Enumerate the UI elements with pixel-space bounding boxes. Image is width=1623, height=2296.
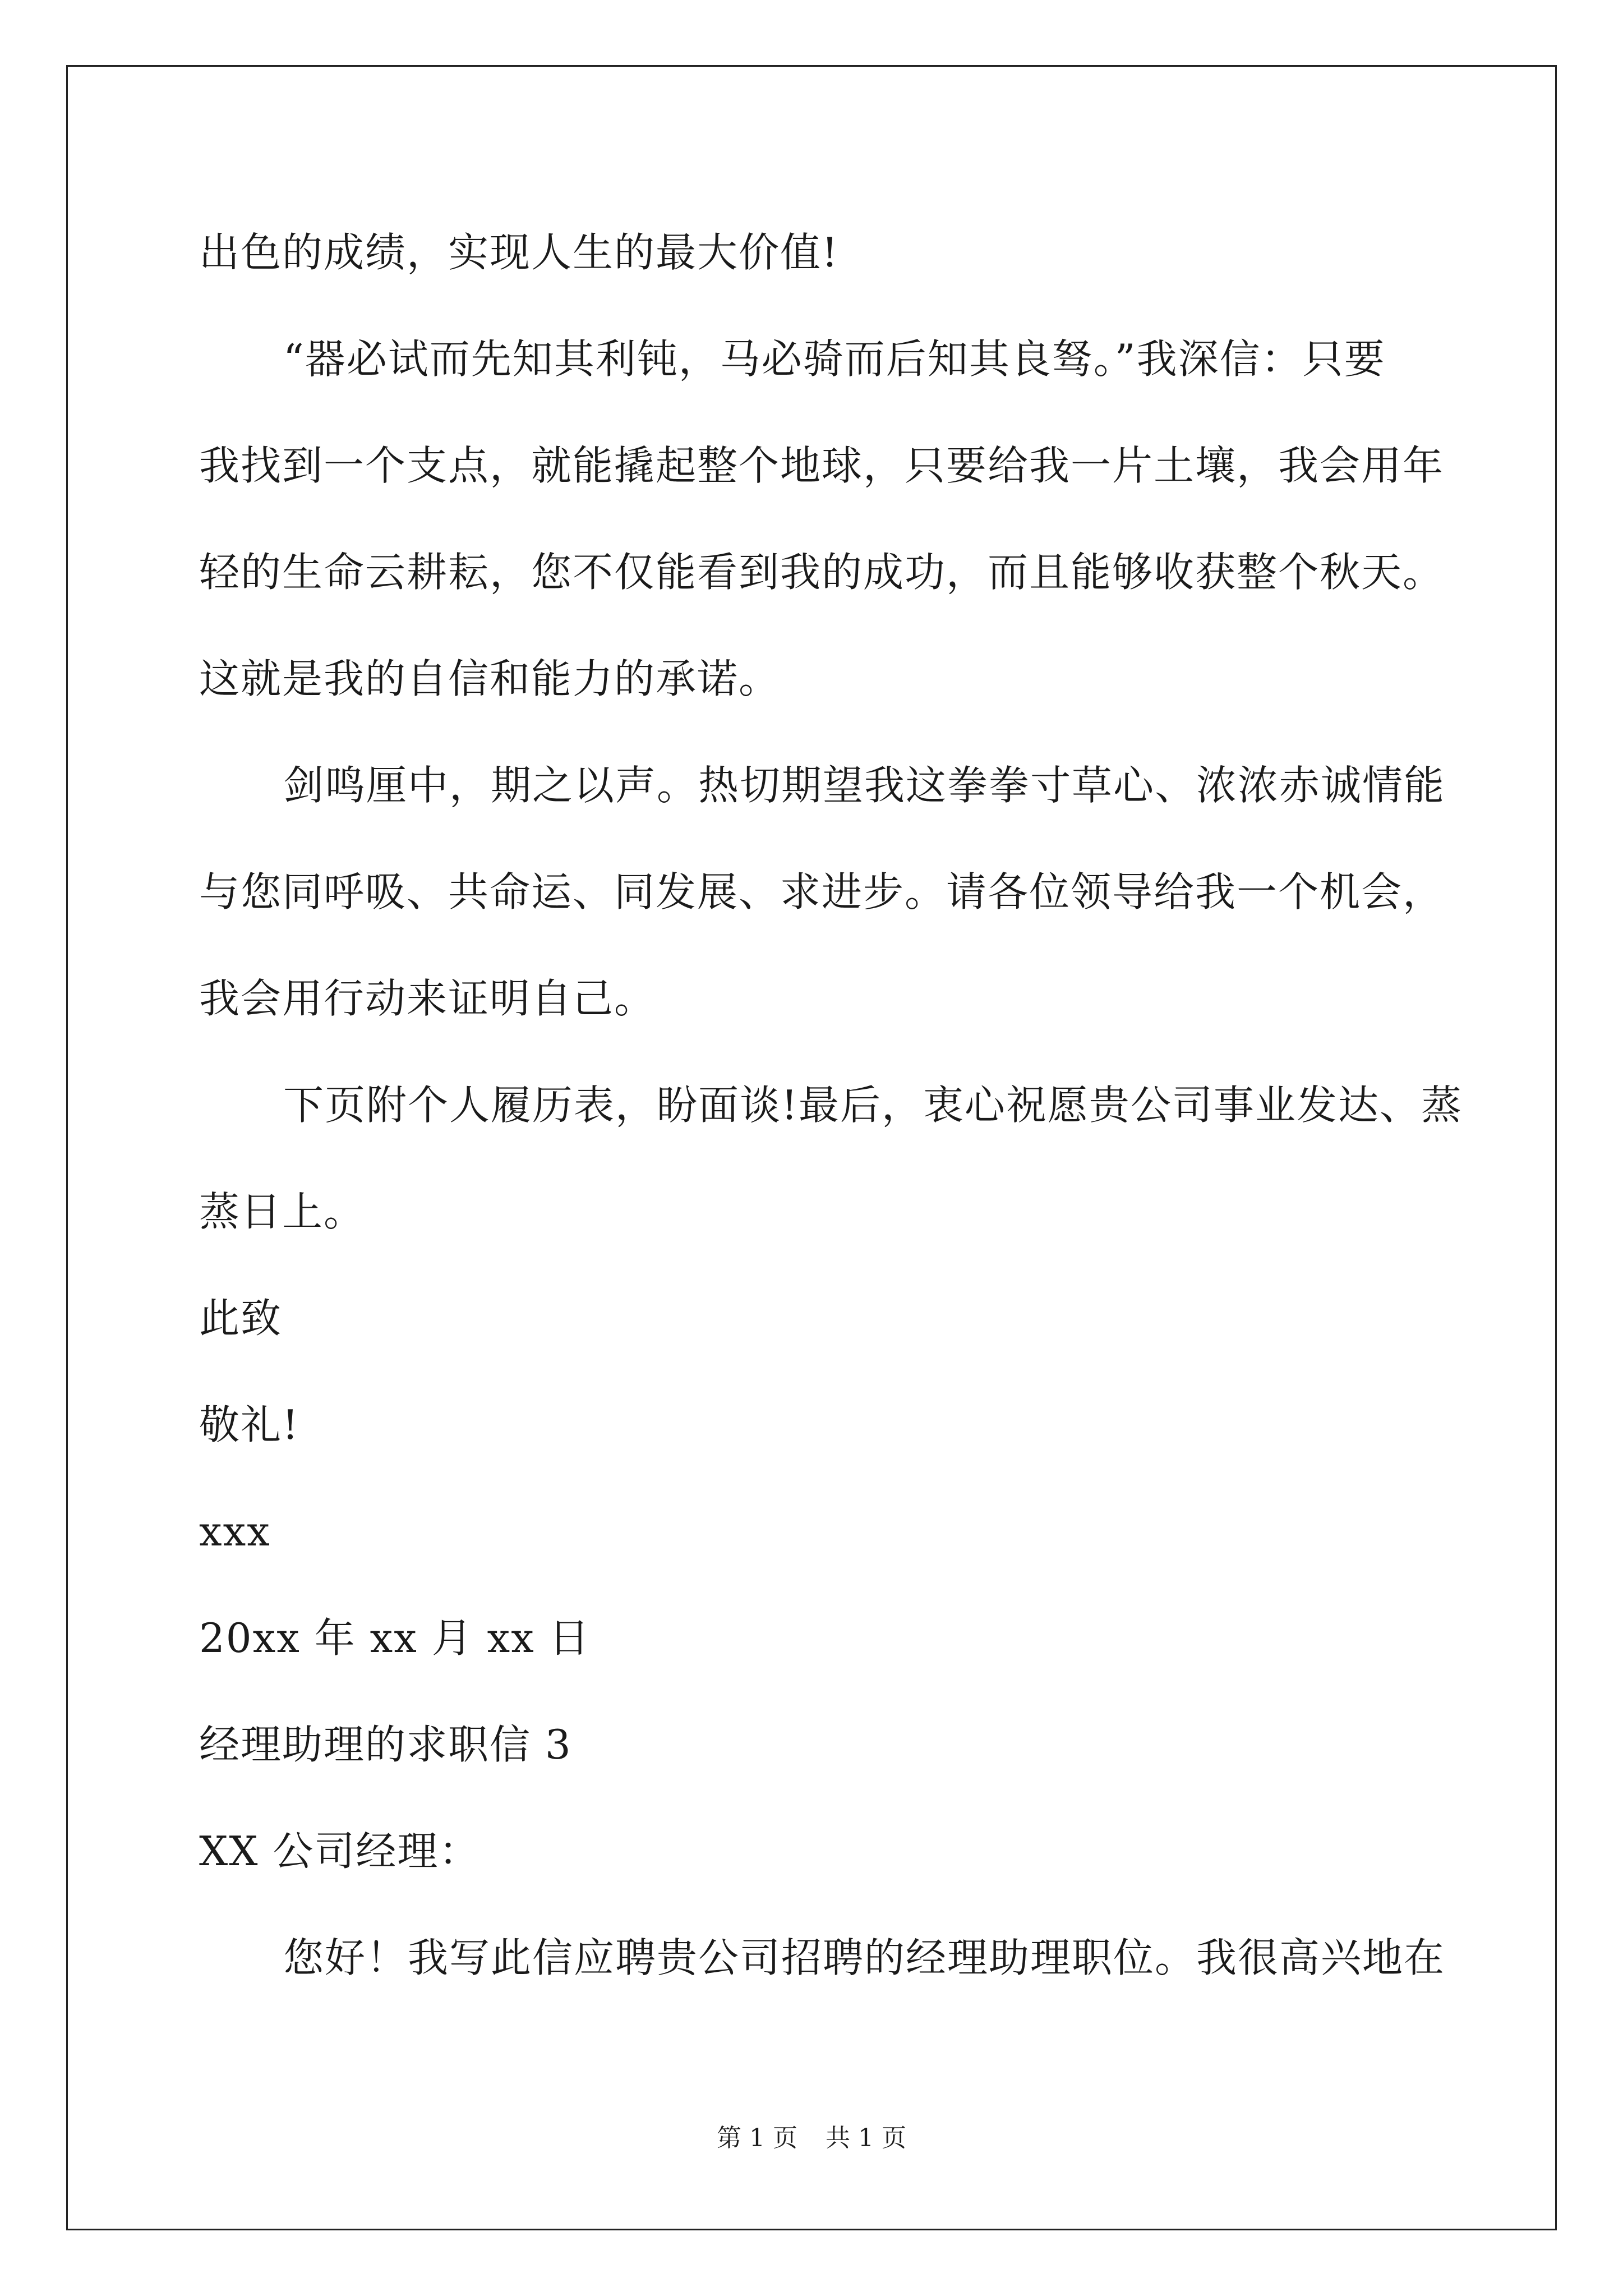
body-line: 我找到一个支点，就能撬起整个地球，只要给我一片土壤，我会用年	[199, 442, 1445, 489]
body-line: 轻的生命云耕耘，您不仅能看到我的成功，而且能够收获整个秋天。	[199, 549, 1445, 596]
letter-recipient: XX 公司经理：	[199, 1828, 481, 1875]
section-title: 经理助理的求职信 3	[199, 1721, 572, 1768]
letter-body	[199, 199, 1463, 2011]
body-line-quote-paragraph: “器必试而先知其利钝，马必骑而后知其良驽。”我深信：只要	[283, 335, 1386, 383]
body-line: 我会用行动来证明自己。	[199, 975, 656, 1022]
signature-name: xxx	[199, 1508, 271, 1555]
page-footer	[0, 2118, 1623, 2154]
body-line-paragraph-start: 下页附个人履历表，盼面谈!最后，衷心祝愿贵公司事业发达、蒸	[283, 1082, 1463, 1129]
salutation-closing: 此致	[199, 1295, 283, 1342]
body-line: 蒸日上。	[199, 1188, 366, 1235]
body-line-closing-sentence: 出色的成绩，实现人生的最大价值!	[199, 229, 839, 276]
body-line-paragraph-start: 您好！我写此信应聘贵公司招聘的经理助理职位。我很高兴地在	[283, 1934, 1446, 1981]
body-line: 与您同呼吸、共命运、同发展、求进步。请各位领导给我一个机会，	[199, 868, 1445, 915]
body-line: 这就是我的自信和能力的承诺。	[199, 655, 781, 702]
page-number: 第 1 页	[717, 2124, 797, 2152]
page-total: 共 1 页	[826, 2124, 906, 2152]
signature-date: 20xx 年 xx 月 xx 日	[199, 1614, 591, 1662]
salutation-regards: 敬礼!	[199, 1401, 299, 1448]
body-line-paragraph-start: 剑鸣厘中，期之以声。热切期望我这拳拳寸草心、浓浓赤诚情能	[283, 762, 1446, 809]
